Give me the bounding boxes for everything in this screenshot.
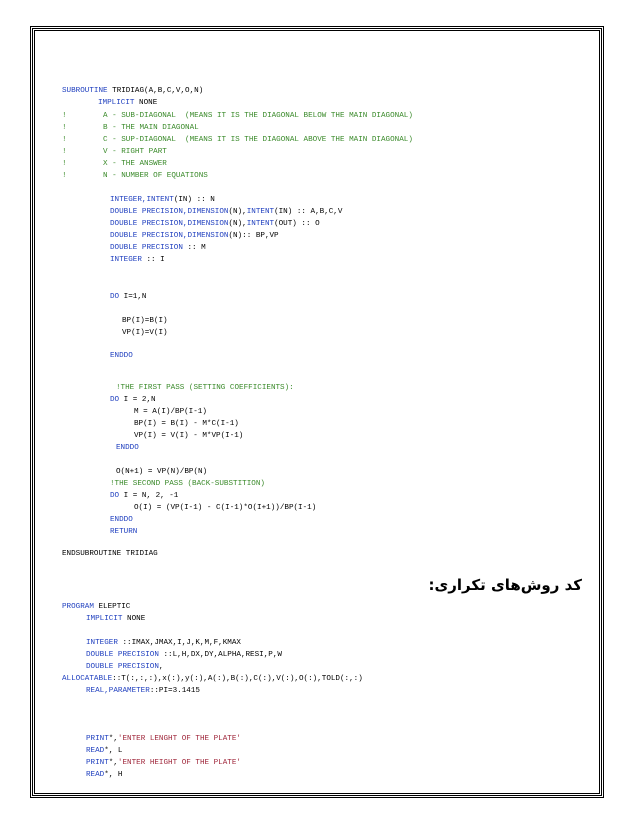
keyword: READ xyxy=(86,747,105,755)
code-text: ::T(:,:,:),x(:),y(:),A(:),B(:),C(:),V(:),O(:),TOLD(:,:) xyxy=(112,675,363,683)
keyword: DO xyxy=(110,492,120,500)
keyword: IMPLICIT xyxy=(86,615,123,623)
code-text: NONE xyxy=(134,99,158,107)
keyword: REAL,PARAMETER xyxy=(86,687,150,695)
code-line-decl xyxy=(110,207,342,217)
code-text: :: I xyxy=(141,256,165,264)
code-text: (N), xyxy=(228,208,247,216)
code-line-decl xyxy=(110,231,279,241)
code-text: ::L,H,DX,DY,ALPHA,RESI,P,W xyxy=(158,651,282,659)
keyword: PRINT xyxy=(86,759,109,767)
code-line-decl xyxy=(86,650,282,660)
code-line-decl xyxy=(86,638,241,648)
code-text: ::PI=3.1415 xyxy=(149,687,200,695)
code-text: (N):: BP,VP xyxy=(228,232,279,240)
code-text: *, xyxy=(108,759,118,767)
code-text: (IN) :: N xyxy=(173,196,215,204)
code-text: *, H xyxy=(104,771,123,779)
code-text: NONE xyxy=(122,615,146,623)
code-comment: ! V - RIGHT PART xyxy=(62,148,167,156)
code-line-decl xyxy=(110,219,320,229)
code-line-decl xyxy=(86,662,163,672)
section-heading: کد روش‌های تکراری: xyxy=(428,576,582,594)
code-line-decl xyxy=(110,255,165,265)
keyword: INTENT xyxy=(246,208,275,216)
code-line-decl xyxy=(62,674,363,684)
code-comment: !THE FIRST PASS (SETTING COEFFICIENTS): xyxy=(116,384,294,392)
keyword: DOUBLE PRECISION xyxy=(86,651,159,659)
code-line-decl xyxy=(110,195,215,205)
code-line-read xyxy=(86,746,122,756)
code-line: M = A(I)/BP(I-1) xyxy=(134,408,207,416)
code-line: BP(I)=B(I) xyxy=(122,317,168,325)
code-text: (OUT) :: O xyxy=(274,220,320,228)
code-line-enddo: ENDDO xyxy=(116,444,139,452)
keyword: PROGRAM xyxy=(62,603,94,611)
keyword: READ xyxy=(86,771,105,779)
keyword: PRINT xyxy=(86,735,109,743)
code-line-do xyxy=(110,292,146,302)
keyword: SUBROUTINE xyxy=(62,87,108,95)
code-line-enddo: ENDDO xyxy=(110,352,133,360)
code-line-implicit xyxy=(98,98,157,108)
keyword: DOUBLE PRECISION,DIMENSION xyxy=(110,208,229,216)
code-text: :: M xyxy=(182,244,206,252)
keyword: INTEGER xyxy=(86,639,118,647)
keyword: DO xyxy=(110,396,120,404)
code-line-do xyxy=(110,395,156,405)
code-text: ::IMAX,JMAX,I,J,K,M,F,KMAX xyxy=(117,639,241,647)
keyword: DO xyxy=(110,293,120,301)
code-line-do xyxy=(110,491,178,501)
code-comment: ! B - THE MAIN DIAGONAL xyxy=(62,124,199,132)
code-line-program xyxy=(62,602,130,612)
code-line-decl xyxy=(110,243,206,253)
code-line-decl xyxy=(86,686,200,696)
keyword: DOUBLE PRECISION xyxy=(86,663,159,671)
code-line: BP(I) = B(I) - M*C(I-1) xyxy=(134,420,239,428)
code-line: O(I) = (VP(I-1) - C(I-1)*O(I+1))/BP(I-1) xyxy=(134,504,317,512)
keyword: DOUBLE PRECISION xyxy=(110,244,183,252)
keyword: INTENT xyxy=(246,220,275,228)
code-comment: ! C - SUP-DIAGONAL (MEANS IT IS THE DIAGONAL ABOVE THE MAIN DIAGONAL) xyxy=(62,136,413,144)
code-comment: !THE SECOND PASS (BACK-SUBSTITION) xyxy=(110,480,265,488)
code-line-print xyxy=(86,758,241,768)
keyword: DOUBLE PRECISION,DIMENSION xyxy=(110,220,229,228)
code-text: ELEPTIC xyxy=(93,603,131,611)
code-text: (IN) :: A,B,C,V xyxy=(274,208,343,216)
code-comment: ! X - THE ANSWER xyxy=(62,160,167,168)
code-line-print xyxy=(86,734,241,744)
code-text: I = N, 2, -1 xyxy=(119,492,179,500)
keyword: IMPLICIT xyxy=(98,99,135,107)
code-line-return: RETURN xyxy=(110,528,138,536)
code-line: VP(I) = V(I) - M*VP(I-1) xyxy=(134,432,244,440)
string-literal: 'ENTER LENGHT OF THE PLATE' xyxy=(117,735,241,743)
code-line-subroutine xyxy=(62,86,203,96)
code-line-read xyxy=(86,770,122,780)
code-text: TRIDIAG(A,B,C,V,O,N) xyxy=(107,87,204,95)
code-line-endsubroutine: ENDSUBROUTINE TRIDIAG xyxy=(62,550,158,558)
code-comment: ! N - NUMBER OF EQUATIONS xyxy=(62,172,208,180)
keyword: ALLOCATABLE xyxy=(62,675,113,683)
keyword: INTEGER xyxy=(110,256,142,264)
keyword: INTEGER,INTENT xyxy=(110,196,174,204)
code-text: I=1,N xyxy=(119,293,147,301)
string-literal: 'ENTER HEIGHT OF THE PLATE' xyxy=(117,759,241,767)
code-comment: ! A - SUB-DIAGONAL (MEANS IT IS THE DIAGONAL BELOW THE MAIN DIAGONAL) xyxy=(62,112,413,120)
code-text: I = 2,N xyxy=(119,396,156,404)
code-text: (N), xyxy=(228,220,247,228)
code-line-implicit xyxy=(86,614,145,624)
code-line: O(N+1) = VP(N)/BP(N) xyxy=(116,468,208,476)
code-line: VP(I)=V(I) xyxy=(122,329,168,337)
code-line-enddo: ENDDO xyxy=(110,516,133,524)
keyword: DOUBLE PRECISION,DIMENSION xyxy=(110,232,229,240)
code-text: , xyxy=(158,663,164,671)
code-text: *, xyxy=(108,735,118,743)
code-text: *, L xyxy=(104,747,123,755)
